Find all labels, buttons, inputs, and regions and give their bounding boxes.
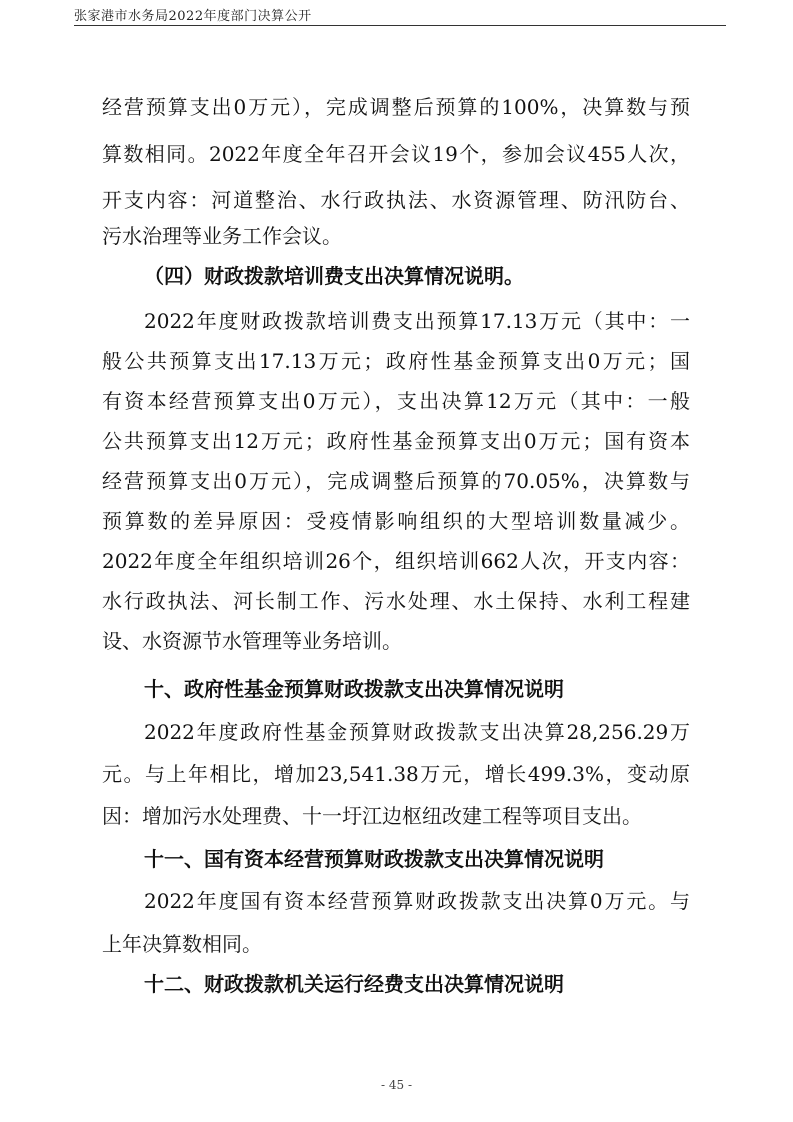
header-rule [74, 25, 726, 26]
paragraph-line: 般公共预算支出17.13万元；政府性基金预算支出0万元；国 [102, 349, 690, 373]
section-heading: 十、政府性基金预算财政拨款支出决算情况说明 [144, 677, 564, 701]
paragraph-line: 2022年度政府性基金预算财政拨款支出决算28,256.29万 [144, 720, 690, 744]
paragraph-line: 公共预算支出12万元；政府性基金预算支出0万元；国有资本 [102, 429, 690, 453]
paragraph-line: 2022年度国有资本经营预算财政拨款支出决算0万元。与 [144, 889, 690, 913]
paragraph-line: 经营预算支出0万元），完成调整后预算的70.05%，决算数与 [102, 469, 690, 493]
section-heading: （四）财政拨款培训费支出决算情况说明。 [144, 264, 524, 288]
running-header: 张家港市水务局2022年度部门决算公开 [74, 9, 312, 24]
paragraph-line: 开支内容：河道整治、水行政执法、水资源管理、防汛防台、 [102, 188, 690, 212]
paragraph-line: 元。与上年相比，增加23,541.38万元，增长499.3%，变动原 [102, 762, 690, 786]
section-heading: 十二、财政拨款机关运行经费支出决算情况说明 [144, 972, 564, 996]
paragraph-line: 预算数的差异原因：受疫情影响组织的大型培训数量减少。 [102, 509, 690, 533]
paragraph-line: 经营预算支出0万元），完成调整后预算的100%，决算数与预 [102, 95, 690, 119]
paragraph-line: 污水治理等业务工作会议。 [102, 224, 342, 248]
paragraph-line: 2022年度财政拨款培训费支出预算17.13万元（其中：一 [144, 309, 690, 333]
paragraph-line: 设、水资源节水管理等业务培训。 [102, 629, 402, 653]
paragraph-line: 水行政执法、河长制工作、污水处理、水土保持、水利工程建 [102, 589, 690, 613]
paragraph-line: 2022年度全年组织培训26个，组织培训662人次，开支内容： [102, 549, 690, 573]
paragraph-line: 上年决算数相同。 [102, 932, 262, 956]
section-heading: 十一、国有资本经营预算财政拨款支出决算情况说明 [144, 847, 604, 871]
paragraph-line: 算数相同。2022年度全年召开会议19个，参加会议455人次， [102, 142, 690, 166]
paragraph-line: 因：增加污水处理费、十一圩江边枢纽改建工程等项目支出。 [102, 804, 642, 828]
paragraph-line: 有资本经营预算支出0万元），支出决算12万元（其中：一般 [102, 389, 690, 413]
page-number: - 45 - [380, 1078, 412, 1092]
